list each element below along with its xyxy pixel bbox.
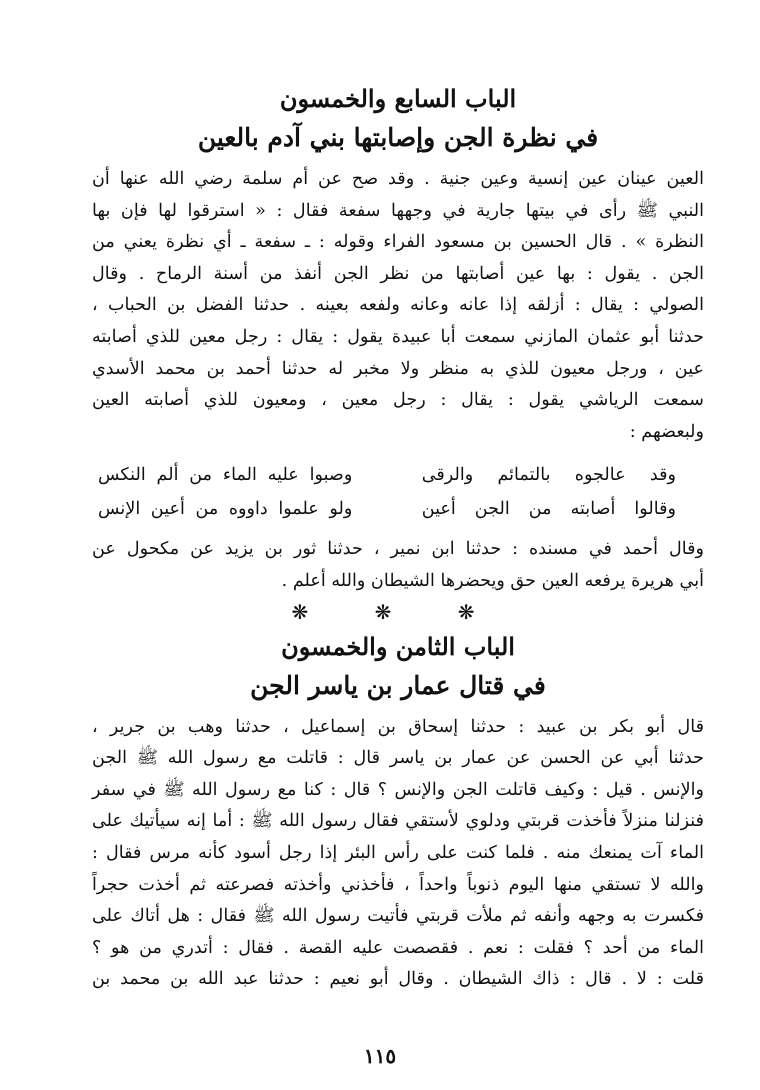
page-body bbox=[92, 82, 704, 1060]
text-line: الصولي : يقال : أزلقه إذا عانه وعانه ولفعه بعينه . حدثنا الفضل بن الحباب ، bbox=[92, 295, 704, 316]
text-line: فكسرت به وجهه وأنفه ثم ملأت قربتي فأتيت رسول الله ﷺ فقال : هل أتاك على bbox=[92, 906, 704, 927]
chapter-57-paragraph-1 bbox=[92, 164, 704, 448]
text-line: سمعت الرياشي يقول : يقال : رجل معين ، ومعيون للذي أصابته العين bbox=[92, 390, 704, 411]
chapter-58-subtitle: في قتال عمار بن ياسر الجن bbox=[250, 670, 546, 700]
text-line: الماء من أحد ؟ فقلت : نعم . فقصصت عليه القصة . فقال : أتدري من هو ؟ bbox=[92, 937, 704, 958]
poem-second-hemistich: وصبوا عليه الماء من ألم النكس bbox=[98, 465, 353, 486]
poem-second-hemistich: ولو علموا داووه من أعين الإنس bbox=[98, 499, 353, 520]
poem-verse bbox=[92, 458, 704, 492]
text-line: قلت : لا . قال : ذاك الشيطان . وقال أبو نعيم : حدثنا عبد الله بن محمد بن bbox=[92, 969, 704, 990]
page-number: ١١٥ bbox=[363, 1044, 397, 1068]
text-line: الجن . يقول : بها عين أصابتها من نظر الجن أنفذ من أسنة الرماح . وقال bbox=[92, 263, 704, 284]
text-line: وقال أحمد في مسنده : حدثنا ابن نمير ، حدثنا ثور بن يزيد عن مكحول عن bbox=[92, 539, 704, 560]
text-line: النبي ﷺ رأى في بيتها جارية في وجهها سفعة فقال : « استرقوا لها فإن بها bbox=[92, 200, 704, 221]
text-line: حدثنا أبي عن الحسن عن عمار بن ياسر قال : قاتلت مع رسول الله ﷺ الجن bbox=[92, 748, 704, 769]
text-line: فنزلنا منزلاً فأخذت قربتي ودلوي لأستقي فقال رسول الله ﷺ : أما إنه سيأتيك على bbox=[92, 811, 704, 832]
chapter-58-paragraph bbox=[92, 712, 704, 996]
text-line: قال أبو بكر بن عبيد : حدثنا إسحاق بن إسماعيل ، حدثنا وهب بن جرير ، bbox=[92, 716, 704, 737]
poem-verse bbox=[92, 492, 704, 526]
chapter-57-title: الباب السابع والخمسون bbox=[279, 84, 517, 113]
text-line: الماء آت يمنعك منه . فلما كنت على رأس البئر إذا رجل أسود كأنه مرس فقال : bbox=[92, 842, 704, 863]
text-line: أبي هريرة يرفعه العين حق ويحضرها الشيطان والله أعلم . bbox=[281, 570, 704, 591]
poem-first-hemistich: وقد عالجوه بالتمائم والرقى bbox=[421, 465, 676, 486]
text-line: النظرة » . قال الحسين بن مسعود الفراء وقوله : ـ سفعة ـ أي نظرة يعني من bbox=[92, 232, 704, 253]
text-line: حدثنا أبو عثمان المازني سمعت أبا عبيدة يقول : يقال : رجل معين للذي أصابته bbox=[92, 326, 704, 347]
text-line: عين ، ورجل معيون للذي به منظر ولا مخبر له حدثنا أحمد بن محمد الأسدي bbox=[92, 358, 704, 379]
text-line: والله لا تستقي منها اليوم ذنوباً واحداً ، فأخذني وأخذته فصرعته ثم أخذت حجراً bbox=[92, 874, 704, 895]
chapter-57-subtitle: في نظرة الجن وإصابتها بني آدم بالعين bbox=[197, 123, 599, 152]
text-line: والإنس . قيل : وكيف قاتلت الجن والإنس ؟ قال : كنا مع رسول الله ﷺ في سفر bbox=[92, 779, 704, 800]
poem bbox=[92, 458, 704, 526]
section-separator: ❋ ❋ ❋ bbox=[291, 599, 505, 624]
poem-first-hemistich: وقالوا أصابته من الجن أعين bbox=[421, 499, 676, 520]
text-line: العين عينان عين إنسية وعين جنية . وقد صح عن أم سلمة رضي الله عنها أن bbox=[92, 169, 704, 189]
text-line: ولبعضهم : bbox=[629, 421, 704, 442]
chapter-57-paragraph-2 bbox=[92, 534, 704, 597]
chapter-58-title: الباب الثامن والخمسون bbox=[281, 631, 515, 661]
